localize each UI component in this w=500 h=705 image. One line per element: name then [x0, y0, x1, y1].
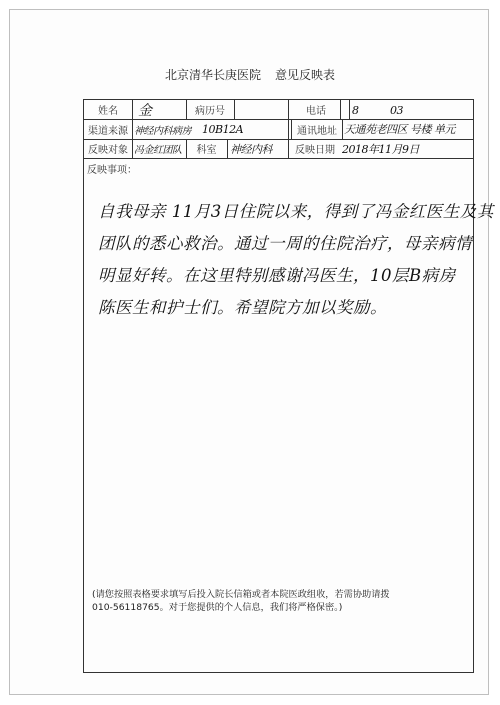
col-divider [132, 100, 133, 158]
content-line: 自我母亲 11月3日住院以来，得到了冯金红医生及其 [98, 202, 494, 221]
form-title [0, 66, 500, 83]
content-line: 团队的悉心救治。通过一周的住院治疗，母亲病情 [98, 234, 472, 253]
target-value[interactable]: 冯金红团队 [134, 145, 182, 156]
dept-label: 科室 [196, 145, 217, 156]
name-value[interactable]: 金 [138, 102, 152, 119]
col-divider [234, 100, 235, 119]
name-label: 姓名 [98, 106, 118, 117]
notice-line: (请您按照表格要求填写后投入院长信箱或者本院医政组收，若需协助请拨 [92, 589, 390, 600]
col-divider [349, 100, 350, 119]
record-value[interactable] [236, 100, 286, 119]
hospital-name: 北京清华长庚医院 [164, 68, 261, 82]
dept-value[interactable]: 神经内科 [230, 142, 272, 156]
col-divider [342, 119, 343, 139]
date-value[interactable]: 2018年11月9日 [342, 142, 419, 156]
date-label: 反映日期 [295, 145, 335, 156]
col-divider [340, 100, 341, 119]
address-value[interactable]: 天通苑老四区 号楼 单元 [344, 123, 455, 136]
content-line: 明显好转。在这里特别感谢冯医生，10层B病房 [98, 266, 456, 285]
col-divider [227, 139, 228, 158]
address-label: 通讯地址 [297, 125, 337, 137]
source-code[interactable]: 10B12A [202, 122, 244, 136]
content-text-area[interactable] [98, 196, 494, 324]
phone-label: 电话 [306, 106, 326, 117]
notice-line: 010-56118765。对于您提供的个人信息，我们将严格保密。) [92, 602, 343, 613]
record-label: 病历号 [195, 106, 225, 117]
target-label: 反映对象 [88, 145, 128, 156]
row-divider [84, 158, 473, 159]
content-line: 陈医生和护士们。希望院方加以奖励。 [98, 298, 387, 317]
form-name: 意见反映表 [275, 68, 336, 82]
phone-value[interactable]: 8 03 [352, 103, 403, 117]
feedback-form [83, 99, 494, 673]
source-label: 渠道来源 [88, 125, 128, 137]
content-label: 反映事项： [87, 164, 137, 176]
col-divider [288, 100, 289, 158]
source-value[interactable]: 神经内科病房 [134, 125, 191, 137]
privacy-notice [92, 588, 468, 614]
